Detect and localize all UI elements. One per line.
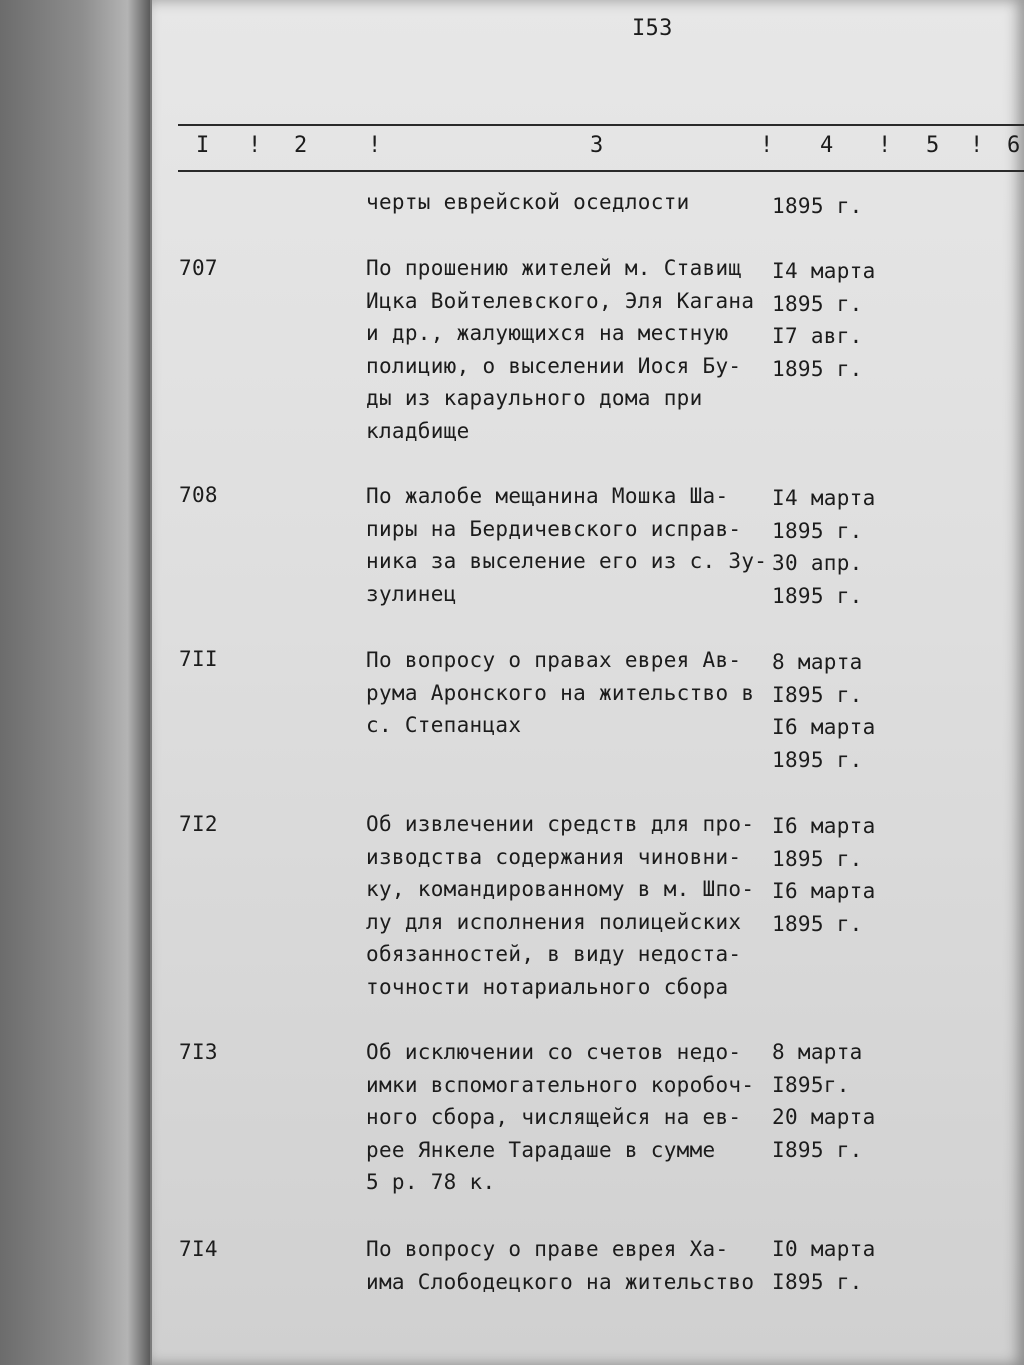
column-header-1: I: [196, 133, 210, 158]
page-number: I53: [632, 16, 673, 41]
column-header-6: 6: [1007, 133, 1021, 158]
entry-title: По вопросу о правах еврея Ав- рума Аронского на жительство в с. Степанцах: [366, 648, 755, 737]
entry-number: 7I3: [179, 1040, 218, 1064]
entry-dates: 8 марта I895г. 20 марта I895 г.: [772, 1040, 876, 1162]
entry-number: 7II: [179, 647, 218, 671]
entry-title: По прошению жителей м. Ставищ Ицка Войтелевского, Эля Кагана и др., жалующихся на местную полицию, о выселении Иося Бу- ды из караульного дома при кладбище: [366, 256, 755, 443]
entry-dates: I0 марта I895 г.: [772, 1237, 876, 1294]
entry-number: 7I4: [179, 1237, 218, 1261]
entry-title: По вопросу о праве еврея Ха- има Слободецкого на жительство: [366, 1237, 755, 1294]
header-rule-bottom: [178, 170, 1024, 172]
entry-dates: I4 марта 1895 г. I7 авг. 1895 г.: [772, 259, 876, 381]
column-separator: !: [248, 133, 262, 158]
column-header-5: 5: [926, 133, 940, 158]
entry-title: черты еврейской оседлости: [366, 190, 690, 214]
column-header-2: 2: [294, 133, 308, 158]
facing-page-edge: [0, 0, 150, 1365]
column-separator: !: [368, 133, 382, 158]
entry-title: Об извлечении средств для про- изводства содержания чиновни- ку, командированному в м. Шпо- лу для исполнения полицейских обязанностей, в виду недоста- точности нотариального сбора: [366, 812, 755, 999]
column-separator: !: [970, 133, 984, 158]
entry-dates: I4 марта 1895 г. 30 апр. 1895 г.: [772, 486, 876, 608]
column-separator: !: [760, 133, 774, 158]
entry-number: 7I2: [179, 812, 218, 836]
column-header-4: 4: [820, 133, 834, 158]
entry-dates: I6 марта 1895 г. I6 марта 1895 г.: [772, 814, 876, 936]
entry-title: Об исключении со счетов недо- имки вспомогательного коробоч- ного сбора, числящейся на ев- рее Янкеле Тарадаше в сумме 5 р. 78 к.: [366, 1040, 755, 1194]
document-page: [152, 0, 1024, 1365]
entry-dates: 1895 г.: [772, 194, 863, 218]
header-rule-top: [178, 124, 1024, 126]
entry-title: По жалобе мещанина Мошка Ша- пиры на Бердичевского исправ- ника за выселение его из с. Зу- зулинец: [366, 484, 768, 606]
entry-number: 708: [179, 483, 218, 507]
entry-number: 707: [179, 256, 218, 280]
column-header-3: 3: [590, 133, 604, 158]
column-separator: !: [878, 133, 892, 158]
entry-dates: 8 марта I895 г. I6 марта 1895 г.: [772, 650, 876, 772]
